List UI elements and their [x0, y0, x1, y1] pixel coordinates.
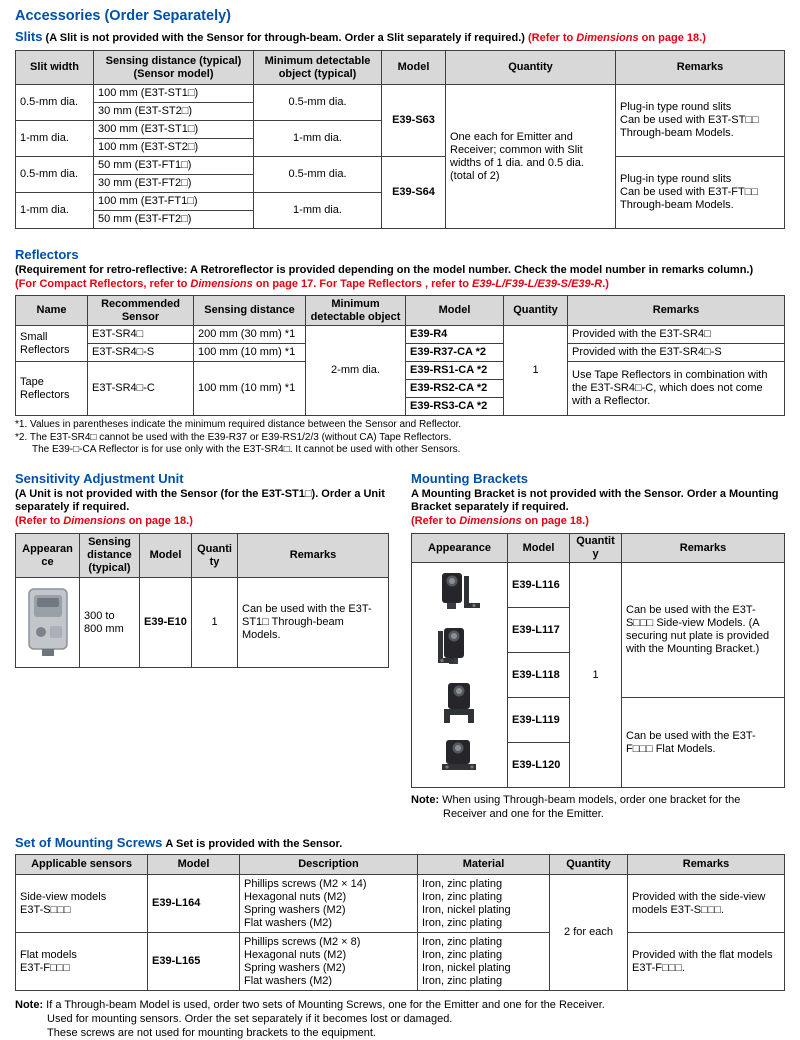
note-label: Note: [15, 999, 44, 1011]
col-remarks: Remarks [238, 534, 389, 578]
col-sensing-distance: Sensing distance [194, 296, 306, 326]
remark-line: Can be used with E3T-FT□□ [620, 186, 759, 198]
screws-heading: Set of Mounting Screws [15, 835, 163, 850]
cell-model: E39-L118 [508, 653, 570, 698]
slits-table [15, 50, 785, 229]
screws-note-3: These screws are not used for mounting brackets to the equipment. [47, 1027, 376, 1039]
table-row [16, 933, 785, 991]
sensor-line: E3T-F□□□ [20, 961, 70, 974]
cell-min-object: 1-mm dia. [254, 121, 382, 157]
brackets-header-row [412, 534, 785, 563]
cell-slit-width: 1-mm dia. [16, 121, 94, 157]
bracket-photo [434, 570, 486, 614]
cell-model: E39-R4 [406, 326, 504, 344]
note-text: If a Through-beam Model is used, order two sets of Mounting Screws, one for the Emitter and one for the Receiver. [46, 999, 605, 1011]
cell-slit-width: 1-mm dia. [16, 193, 94, 229]
page-title: Accessories (Order Separately) [15, 8, 231, 24]
cell-distance: 30 mm (E3T-ST2□) [94, 103, 254, 121]
col-model: Model [140, 534, 192, 578]
reflectors-table [15, 295, 785, 416]
desc-line: Spring washers (M2) [244, 903, 346, 916]
cell-distance: 200 mm (30 mm) *1 [194, 326, 306, 344]
cell-remarks: Use Tape Reflectors in combination with the E3T-SR4□-C, which does not come with a Reflector. [568, 362, 785, 416]
remark-line: Plug-in type round slits [620, 173, 732, 185]
sensitivity-header-row [16, 534, 389, 578]
col-min-object: Minimum detectable object [306, 296, 406, 326]
screws-header-row [16, 855, 785, 875]
col-remarks: Remarks [616, 51, 785, 85]
cell-distance: 50 mm (E3T-FT1□) [94, 157, 254, 175]
col-sensing-distance: Sensing distance (typical) [80, 534, 140, 578]
bracket-photo [434, 736, 486, 780]
table-row [412, 563, 785, 608]
refer-models: E39-L/F39-L/E39-S/E39-R [472, 277, 603, 290]
col-sensing-distance: Sensing distance (typical) (Sensor model) [94, 51, 254, 85]
remark-line: Can be used with E3T-ST□□ [620, 114, 759, 126]
sensitivity-section [15, 471, 389, 822]
cell-quantity: One each for Emitter and Receiver; common with Slit widths of 1 dia. and 0.5 dia. (total of 2) [446, 85, 616, 229]
material-line: Iron, zinc plating [422, 948, 503, 961]
cell-distance: 100 mm (E3T-ST1□) [94, 85, 254, 103]
refer-dimensions: Dimensions [459, 514, 522, 527]
remark-line: Plug-in type round slits [620, 101, 732, 113]
refer-post: on page 18.) [125, 514, 193, 527]
col-slit-width: Slit width [16, 51, 94, 85]
col-material: Material [418, 855, 550, 875]
cell-distance: 100 mm (10 mm) *1 [194, 344, 306, 362]
col-model: Model [406, 296, 504, 326]
cell-distance: 300 mm (E3T-ST1□) [94, 121, 254, 139]
cell-model: E39-RS3-CA *2 [406, 398, 504, 416]
col-applicable-sensors: Applicable sensors [16, 855, 148, 875]
material-line: Iron, zinc plating [422, 877, 503, 890]
cell-description [240, 933, 418, 991]
col-description: Description [240, 855, 418, 875]
slits-note: (A Slit is not provided with the Sensor for through-beam. Order a Slit separately if required.) [45, 32, 525, 44]
col-name: Name [16, 296, 88, 326]
table-row [16, 157, 785, 175]
cell-description [240, 875, 418, 933]
slits-refer [528, 32, 706, 44]
material-line: Iron, zinc plating [422, 974, 503, 987]
reflectors-header-row [16, 296, 785, 326]
cell-remarks: Provided with the side-view models E3T-S□□□. [628, 875, 785, 933]
screws-headline [15, 835, 785, 850]
refer-dimensions: Dimensions [63, 514, 126, 527]
col-quantity: Quantity [570, 534, 622, 563]
col-quantity: Quantity [504, 296, 568, 326]
cell-material [418, 933, 550, 991]
sensitivity-note: (A Unit is not provided with the Sensor (for the E3T-ST1□). Order a Unit separately if required. [15, 487, 385, 513]
cell-model: E39-L164 [148, 875, 240, 933]
cell-remarks [616, 157, 785, 229]
cell-model: E39-S63 [382, 85, 446, 157]
cell-remarks [616, 85, 785, 157]
cell-model: E39-RS2-CA *2 [406, 380, 504, 398]
cell-model: E39-L116 [508, 563, 570, 608]
screws-note-1 [15, 998, 785, 1012]
material-line: Iron, nickel plating [422, 903, 511, 916]
brackets-refer [411, 515, 785, 529]
bracket-photo [434, 681, 486, 725]
reflectors-heading: Reflectors [15, 247, 79, 262]
cell-sensor: E3T-SR4□ [88, 326, 194, 344]
cell-remarks: Provided with the E3T-SR4□-S [568, 344, 785, 362]
cell-quantity: 1 [192, 578, 238, 668]
desc-line: Hexagonal nuts (M2) [244, 948, 347, 961]
refer-post: on page 18.) [638, 32, 706, 44]
col-min-object: Minimum detectable object (typical) [254, 51, 382, 85]
material-line: Iron, nickel plating [422, 961, 511, 974]
col-remarks: Remarks [628, 855, 785, 875]
cell-model: E39-E10 [140, 578, 192, 668]
refer-part: on page 17. For Tape Reflectors , refer to [252, 277, 473, 290]
sensor-line: Flat models [20, 948, 77, 961]
material-line: Iron, zinc plating [422, 916, 503, 929]
sensor-line: E3T-S□□□ [20, 903, 71, 916]
cell-model: E39-L120 [508, 743, 570, 788]
cell-quantity: 2 for each [550, 875, 628, 991]
cell-model: E39-L119 [508, 698, 570, 743]
desc-line: Flat washers (M2) [244, 916, 333, 929]
cell-model: E39-R37-CA *2 [406, 344, 504, 362]
brackets-heading: Mounting Brackets [411, 470, 529, 486]
col-quantity: Quantity [446, 51, 616, 85]
refer-part: .) [602, 277, 609, 290]
remark-line: Through-beam Models. [620, 127, 734, 139]
desc-line: Spring washers (M2) [244, 961, 346, 974]
two-column-section [15, 471, 785, 822]
cell-model: E39-L165 [148, 933, 240, 991]
cell-material [418, 875, 550, 933]
cell-model: E39-S64 [382, 157, 446, 229]
reflectors-section [15, 247, 785, 457]
col-remarks: Remarks [568, 296, 785, 326]
table-row [16, 578, 389, 668]
brackets-note [411, 793, 785, 821]
desc-line: Phillips screws (M2 × 14) [244, 877, 367, 890]
cell-distance: 100 mm (E3T-FT1□) [94, 193, 254, 211]
footnote-2: *2. The E3T-SR4□ cannot be used with the E39-R37 or E39-RS1/2/3 (without CA) Tape Reflectors. [15, 431, 452, 443]
sensor-line: Side-view models [20, 890, 107, 903]
footnote-2b: The E39-□-CA Reflector is for use only with the E3T-SR4□. It cannot be used with other Sensors. [32, 444, 461, 455]
sensitivity-table [15, 533, 389, 668]
cell-sensor: E3T-SR4□-S [88, 344, 194, 362]
col-model: Model [508, 534, 570, 563]
col-appearance: Appearance [412, 534, 508, 563]
slits-header-row [16, 51, 785, 85]
bracket-photos [416, 564, 503, 786]
slits-heading: Slits [15, 29, 43, 44]
brackets-note-bold: A Mounting Bracket is not provided with the Sensor. Order a Mounting Bracket separately if required. [411, 487, 779, 513]
bracket-photo [434, 625, 486, 669]
col-remarks: Remarks [622, 534, 785, 563]
cell-quantity: 1 [570, 563, 622, 788]
col-quantity: Quantity [192, 534, 238, 578]
sensitivity-heading: Sensitivity Adjustment Unit [15, 470, 184, 486]
cell-remarks: Can be used with the E3T-F□□□ Flat Models. [622, 698, 785, 788]
refer-dimensions: Dimensions [576, 32, 639, 44]
refer-post: on page 18.) [521, 514, 589, 527]
cell-appearance [16, 578, 80, 668]
sensitivity-refer [15, 515, 389, 529]
cell-appearance [412, 563, 508, 788]
refer-pre: (Refer to [527, 32, 577, 44]
cell-applicable-sensors [16, 875, 148, 933]
desc-line: Phillips screws (M2 × 8) [244, 935, 361, 948]
cell-distance: 100 mm (10 mm) *1 [194, 362, 306, 416]
refer-pre: (Refer to [411, 514, 460, 527]
cell-name: Small Reflectors [16, 326, 88, 362]
col-quantity: Quantity [550, 855, 628, 875]
refer-dimensions: Dimensions [190, 277, 253, 290]
cell-distance: 30 mm (E3T-FT2□) [94, 175, 254, 193]
cell-distance: 300 to 800 mm [80, 578, 140, 668]
slits-headline [15, 29, 785, 46]
reflectors-refer [15, 278, 785, 292]
sensitivity-unit-photo [22, 584, 74, 658]
desc-line: Flat washers (M2) [244, 974, 333, 987]
cell-remarks: Can be used with the E3T-S□□□ Side-view Models. (A securing nut plate is provided with the Mounting Bracket.) [622, 563, 785, 698]
remark-line: Through-beam Models. [620, 199, 734, 211]
reflectors-requirement: (Requirement for retro-reflective: A Retroreflector is provided depending on the model number. Check the model number in remarks column.) [15, 264, 754, 276]
cell-min-object: 2-mm dia. [306, 326, 406, 416]
cell-slit-width: 0.5-mm dia. [16, 157, 94, 193]
screws-heading-note: A Set is provided with the Sensor. [165, 838, 343, 850]
screws-note-2: Used for mounting sensors. Order the set separately if it becomes lost or damaged. [47, 1013, 453, 1025]
cell-remarks: Provided with the flat models E3T-F□□□. [628, 933, 785, 991]
cell-distance: 100 mm (E3T-ST2□) [94, 139, 254, 157]
brackets-section [411, 471, 785, 822]
table-row [16, 875, 785, 933]
cell-quantity: 1 [504, 326, 568, 416]
material-line: Iron, zinc plating [422, 890, 503, 903]
col-recommended-sensor: Recommended Sensor [88, 296, 194, 326]
cell-remarks: Provided with the E3T-SR4□ [568, 326, 785, 344]
refer-pre: (Refer to [15, 514, 64, 527]
cell-slit-width: 0.5-mm dia. [16, 85, 94, 121]
cell-distance: 50 mm (E3T-FT2□) [94, 211, 254, 229]
cell-applicable-sensors [16, 933, 148, 991]
desc-line: Hexagonal nuts (M2) [244, 890, 347, 903]
screws-table [15, 854, 785, 991]
screws-notes [15, 998, 785, 1040]
reflectors-footnotes [15, 419, 785, 457]
footnote-1: *1. Values in parentheses indicate the minimum required distance between the Sensor and Reflector. [15, 419, 462, 430]
col-appearance: Appearance [16, 534, 80, 578]
table-row [16, 85, 785, 103]
cell-remarks: Can be used with the E3T-ST1□ Through-beam Models. [238, 578, 389, 668]
cell-model: E39-RS1-CA *2 [406, 362, 504, 380]
note-text: When using Through-beam models, order one bracket for the Receiver and one for the Emitter. [442, 794, 741, 820]
cell-name: Tape Reflectors [16, 362, 88, 416]
cell-model: E39-L117 [508, 608, 570, 653]
material-line: Iron, zinc plating [422, 935, 503, 948]
brackets-table [411, 533, 785, 788]
cell-min-object: 1-mm dia. [254, 193, 382, 229]
cell-min-object: 0.5-mm dia. [254, 85, 382, 121]
cell-sensor: E3T-SR4□-C [88, 362, 194, 416]
col-model: Model [148, 855, 240, 875]
cell-min-object: 0.5-mm dia. [254, 157, 382, 193]
note-label: Note: [411, 794, 440, 806]
refer-part: (For Compact Reflectors, refer to [15, 277, 191, 290]
table-row [16, 326, 785, 344]
col-model: Model [382, 51, 446, 85]
